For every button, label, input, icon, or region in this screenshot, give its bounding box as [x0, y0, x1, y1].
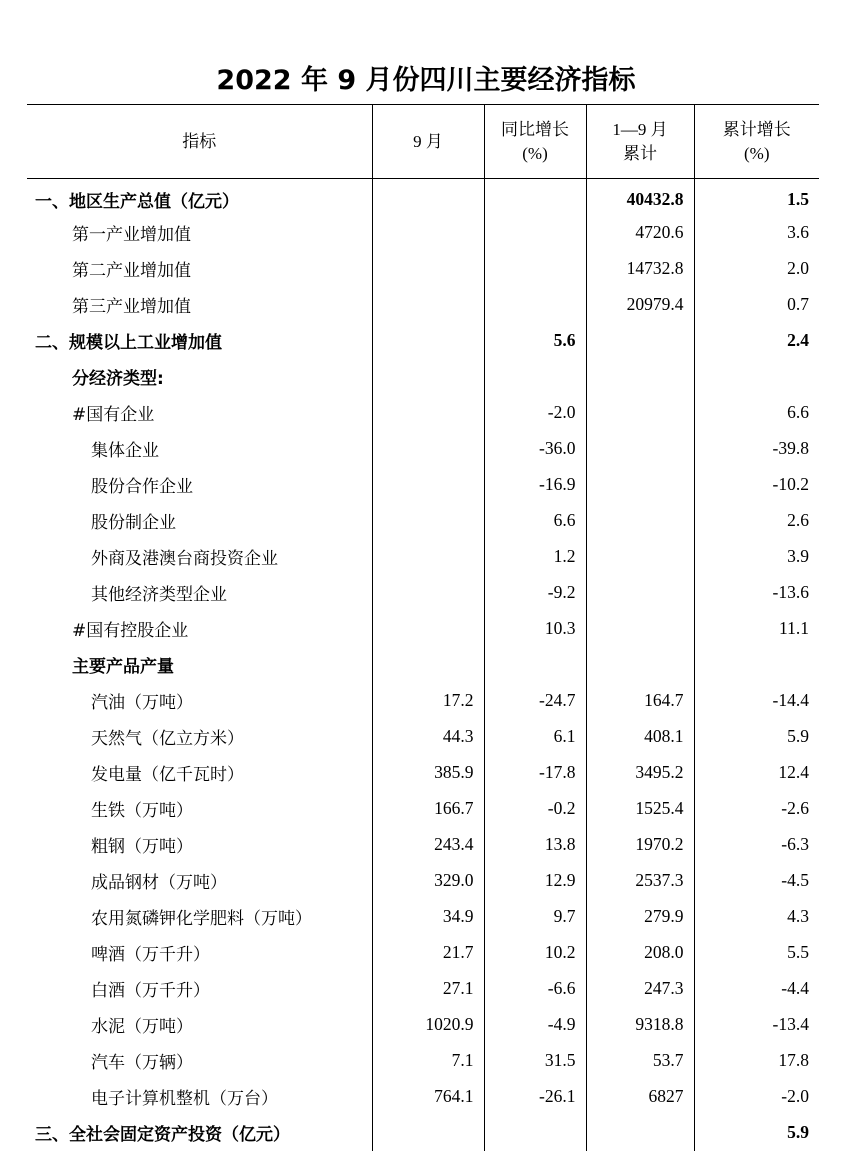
cell-cumulative [586, 575, 694, 611]
row-label: #国有企业 [72, 405, 155, 425]
table-row [27, 323, 819, 359]
cell-month [372, 539, 484, 575]
cell-yoy [484, 359, 586, 395]
cell-cumulative [586, 611, 694, 647]
cell-yoy: 6.6 [484, 503, 586, 539]
table-row [27, 1043, 819, 1079]
cell-cum-growth: 12.4 [694, 755, 819, 791]
cell-cumulative: 40432.8 [586, 179, 694, 215]
row-label: 生铁（万吨） [91, 801, 193, 821]
cell-yoy: 12.9 [484, 863, 586, 899]
cell-cum-growth: 0.7 [694, 287, 819, 323]
table-row [27, 827, 819, 863]
cell-month [372, 575, 484, 611]
row-label: 水泥（万吨） [91, 1017, 193, 1037]
cell-cum-growth: -2.0 [694, 1079, 819, 1115]
cell-month [372, 503, 484, 539]
cell-cum-growth: 5.9 [694, 1115, 819, 1151]
cell-month [372, 215, 484, 251]
cell-cum-growth: 1.5 [694, 179, 819, 215]
cell-cum-growth: -4.5 [694, 863, 819, 899]
cell-month [372, 251, 484, 287]
cell-yoy [484, 179, 586, 215]
cell-cum-growth: 2.6 [694, 503, 819, 539]
cell-cumulative: 4720.6 [586, 215, 694, 251]
row-label: 二、规模以上工业增加值 [35, 333, 222, 353]
cell-yoy: -9.2 [484, 575, 586, 611]
row-label: 三、全社会固定资产投资（亿元） [35, 1125, 290, 1145]
table-row [27, 899, 819, 935]
cell-yoy: -6.6 [484, 971, 586, 1007]
cell-month: 243.4 [372, 827, 484, 863]
cell-month: 1020.9 [372, 1007, 484, 1043]
row-label: 其他经济类型企业 [91, 585, 227, 605]
table-row [27, 287, 819, 323]
cell-cum-growth: 11.1 [694, 611, 819, 647]
cell-cumulative [586, 539, 694, 575]
table-row [27, 971, 819, 1007]
cell-yoy [484, 647, 586, 683]
table-row [27, 179, 819, 215]
cell-month [372, 323, 484, 359]
cell-cumulative [586, 647, 694, 683]
cell-cumulative: 9318.8 [586, 1007, 694, 1043]
row-label: 汽车（万辆） [91, 1053, 193, 1073]
cell-yoy: -36.0 [484, 431, 586, 467]
cell-yoy: 13.8 [484, 827, 586, 863]
cell-cumulative [586, 431, 694, 467]
row-label: 粗钢（万吨） [91, 837, 193, 857]
row-label: 股份合作企业 [91, 477, 193, 497]
table-row [27, 215, 819, 251]
cell-cumulative: 279.9 [586, 899, 694, 935]
table-row [27, 359, 819, 395]
cell-cumulative [586, 323, 694, 359]
cell-month: 329.0 [372, 863, 484, 899]
row-label: 汽油（万吨） [91, 693, 193, 713]
cell-cum-growth: -14.4 [694, 683, 819, 719]
cell-cum-growth [694, 359, 819, 395]
cell-yoy: -0.2 [484, 791, 586, 827]
header-yoy-growth: 同比增长 (%) [484, 105, 586, 179]
cell-cumulative: 20979.4 [586, 287, 694, 323]
cell-cumulative [586, 395, 694, 431]
cell-cumulative: 1970.2 [586, 827, 694, 863]
table-row [27, 467, 819, 503]
table-row [27, 935, 819, 971]
cell-cum-growth: 3.6 [694, 215, 819, 251]
cell-month: 21.7 [372, 935, 484, 971]
cell-month [372, 395, 484, 431]
row-label: 发电量（亿千瓦时） [91, 765, 244, 785]
cell-yoy: -24.7 [484, 683, 586, 719]
cell-cumulative: 2537.3 [586, 863, 694, 899]
cell-yoy [484, 215, 586, 251]
cell-month [372, 611, 484, 647]
table-row [27, 611, 819, 647]
cell-month: 7.1 [372, 1043, 484, 1079]
row-label: 分经济类型: [72, 369, 164, 389]
cell-cum-growth: -10.2 [694, 467, 819, 503]
table-row [27, 791, 819, 827]
table-row [27, 647, 819, 683]
cell-cum-growth: -2.6 [694, 791, 819, 827]
row-label: 主要产品产量 [72, 657, 174, 677]
header-cumulative-growth: 累计增长 (%) [694, 105, 819, 179]
cell-month: 17.2 [372, 683, 484, 719]
row-label: 农用氮磷钾化学肥料（万吨） [91, 909, 312, 929]
cell-cumulative: 3495.2 [586, 755, 694, 791]
cell-cumulative: 6827 [586, 1079, 694, 1115]
table-row [27, 863, 819, 899]
page-title: 2022 年 9 月份四川主要经济指标 [216, 65, 636, 96]
economic-indicators-table [27, 104, 819, 1151]
cell-yoy: 10.3 [484, 611, 586, 647]
table-row [27, 395, 819, 431]
cell-cumulative: 1525.4 [586, 791, 694, 827]
cell-month [372, 359, 484, 395]
cell-cumulative [586, 503, 694, 539]
cell-cum-growth: -6.3 [694, 827, 819, 863]
row-label: 第一产业增加值 [72, 225, 191, 245]
row-label: 第二产业增加值 [72, 261, 191, 281]
cell-yoy: -4.9 [484, 1007, 586, 1043]
row-label: #国有控股企业 [72, 621, 189, 641]
cell-cum-growth: 4.3 [694, 899, 819, 935]
cell-yoy: 10.2 [484, 935, 586, 971]
cell-cum-growth: -13.6 [694, 575, 819, 611]
cell-yoy: 31.5 [484, 1043, 586, 1079]
row-label: 一、地区生产总值（亿元） [35, 192, 239, 213]
cell-month: 27.1 [372, 971, 484, 1007]
cell-cumulative: 164.7 [586, 683, 694, 719]
header-month: 9 月 [372, 105, 484, 179]
cell-cum-growth: 6.6 [694, 395, 819, 431]
cell-yoy: -2.0 [484, 395, 586, 431]
cell-yoy [484, 1115, 586, 1151]
cell-month: 34.9 [372, 899, 484, 935]
cell-month: 166.7 [372, 791, 484, 827]
row-label: 电子计算机整机（万台） [91, 1089, 278, 1109]
header-indicator: 指标 [27, 105, 372, 179]
cell-cumulative: 208.0 [586, 935, 694, 971]
row-label: 白酒（万千升） [91, 981, 210, 1001]
cell-month [372, 1115, 484, 1151]
table-row [27, 1079, 819, 1115]
cell-yoy: -17.8 [484, 755, 586, 791]
row-label: 第三产业增加值 [72, 297, 191, 317]
table-row [27, 575, 819, 611]
cell-yoy: 6.1 [484, 719, 586, 755]
cell-yoy: 1.2 [484, 539, 586, 575]
cell-month: 764.1 [372, 1079, 484, 1115]
table-row [27, 1007, 819, 1043]
cell-cum-growth: 2.0 [694, 251, 819, 287]
cell-cumulative [586, 359, 694, 395]
row-label: 外商及港澳台商投资企业 [91, 549, 278, 569]
cell-cumulative [586, 1115, 694, 1151]
row-label: 啤酒（万千升） [91, 945, 210, 965]
row-label: 集体企业 [91, 441, 159, 461]
cell-cumulative: 408.1 [586, 719, 694, 755]
table-row [27, 719, 819, 755]
table-header-row [27, 105, 819, 179]
cell-yoy: 5.6 [484, 323, 586, 359]
cell-month: 385.9 [372, 755, 484, 791]
cell-cumulative: 53.7 [586, 1043, 694, 1079]
cell-cumulative [586, 467, 694, 503]
cell-month [372, 287, 484, 323]
cell-cumulative: 247.3 [586, 971, 694, 1007]
cell-cum-growth: 5.5 [694, 935, 819, 971]
table-row [27, 683, 819, 719]
cell-cum-growth: -4.4 [694, 971, 819, 1007]
table-row [27, 755, 819, 791]
cell-cum-growth: -13.4 [694, 1007, 819, 1043]
cell-yoy [484, 251, 586, 287]
cell-month [372, 647, 484, 683]
row-label: 天然气（亿立方米） [91, 729, 244, 749]
table-row [27, 251, 819, 287]
cell-cum-growth: 5.9 [694, 719, 819, 755]
table-row [27, 1115, 819, 1151]
cell-month [372, 467, 484, 503]
cell-month [372, 179, 484, 215]
cell-yoy [484, 287, 586, 323]
cell-cum-growth: 17.8 [694, 1043, 819, 1079]
cell-month [372, 431, 484, 467]
cell-cumulative: 14732.8 [586, 251, 694, 287]
table-row [27, 503, 819, 539]
cell-cum-growth: 2.4 [694, 323, 819, 359]
cell-yoy: 9.7 [484, 899, 586, 935]
table-row [27, 539, 819, 575]
header-cumulative: 1—9 月 累计 [586, 105, 694, 179]
cell-cum-growth: 3.9 [694, 539, 819, 575]
cell-cum-growth: -39.8 [694, 431, 819, 467]
row-label: 成品钢材（万吨） [91, 873, 227, 893]
cell-yoy: -26.1 [484, 1079, 586, 1115]
table-row [27, 431, 819, 467]
cell-cum-growth [694, 647, 819, 683]
cell-yoy: -16.9 [484, 467, 586, 503]
cell-month: 44.3 [372, 719, 484, 755]
row-label: 股份制企业 [91, 513, 176, 533]
